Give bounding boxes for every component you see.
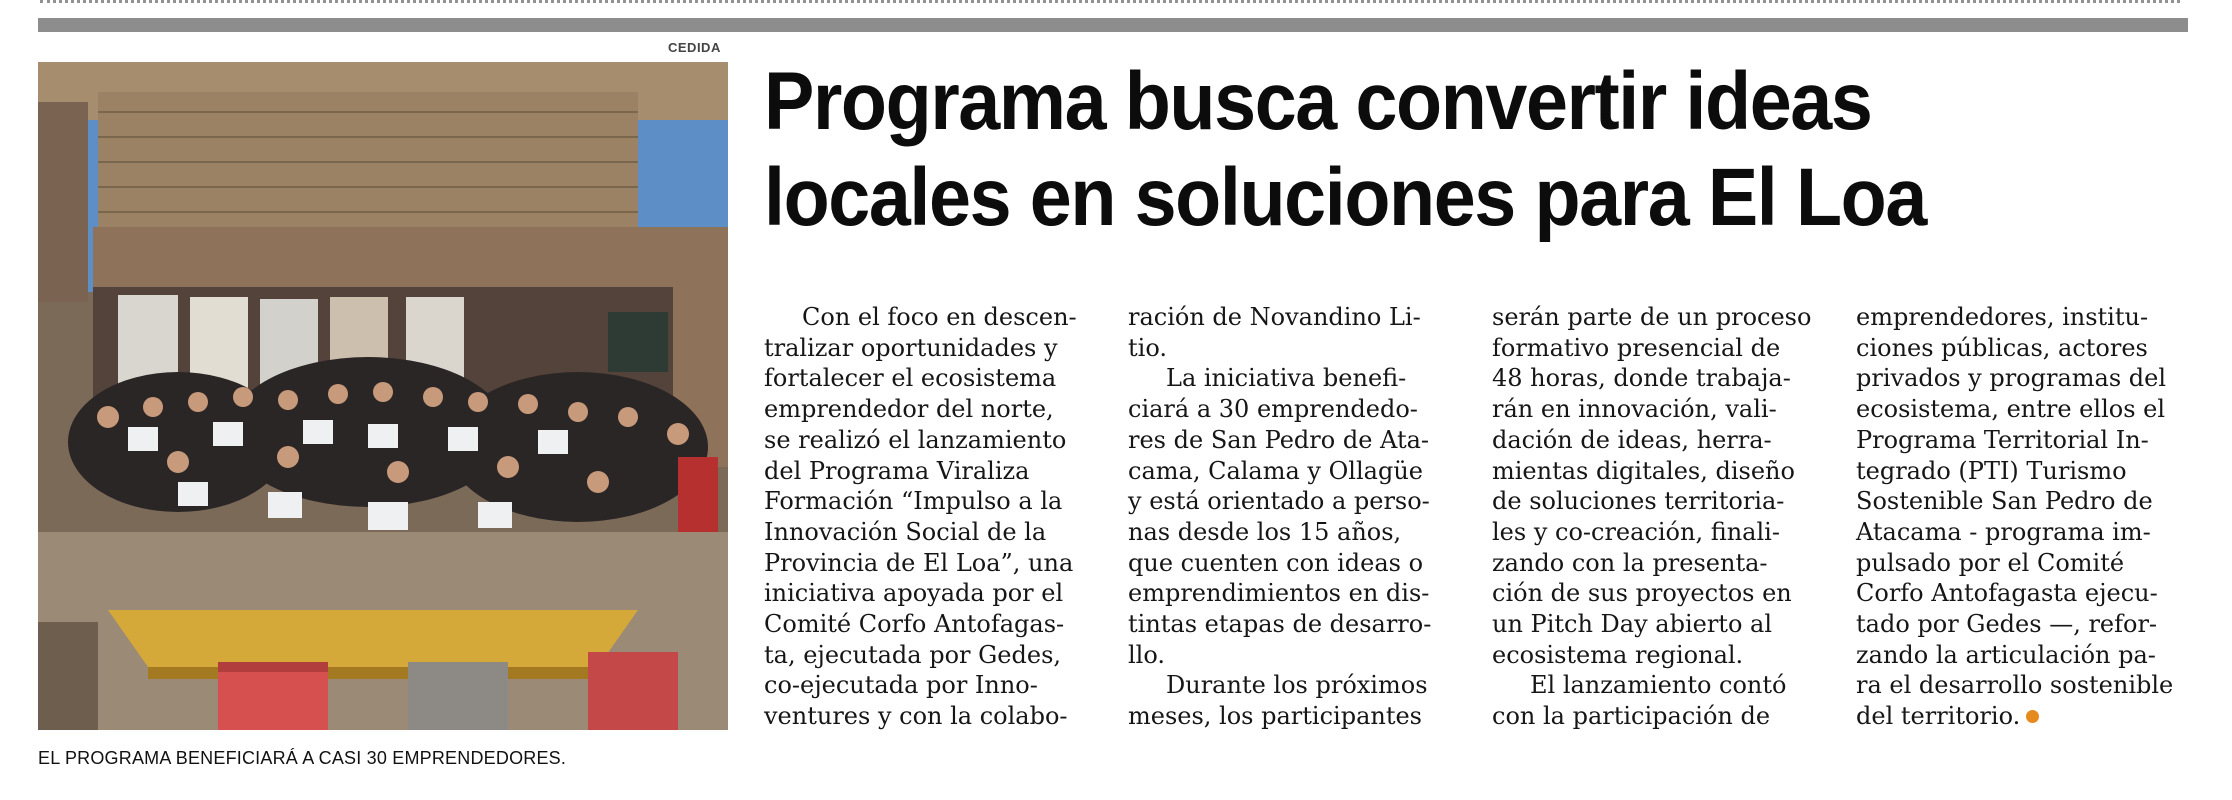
text-line: les y co-creación, finali-: [1492, 517, 1780, 546]
text-line: ción de sus proyectos en: [1492, 579, 1792, 608]
section-rule: [38, 18, 2188, 32]
text-line: serán parte de un proceso: [1492, 303, 1812, 331]
text-line: 48 horas, donde trabaja-: [1492, 364, 1791, 393]
text-line: co-ejecutada por Inno-: [764, 671, 1038, 700]
text-line: pulsado por el Comité: [1856, 548, 2125, 577]
body-column-2: [1128, 302, 1453, 732]
text-line: ración de Novandino Li-: [1128, 303, 1421, 331]
text-line: cama, Calama y Ollagüe: [1128, 456, 1423, 485]
headline: [764, 54, 2070, 246]
text-line: Formación “Impulso a la: [764, 487, 1063, 516]
text-line: Programa Territorial In-: [1856, 425, 2149, 454]
text-line: un Pitch Day abierto al: [1492, 610, 1773, 639]
text-line: rán en innovación, vali-: [1492, 395, 1777, 424]
text-line: ra el desarrollo sostenible: [1856, 671, 2174, 700]
text-line: ventures y con la colabo-: [764, 702, 1068, 731]
text-line: Atacama - programa im-: [1856, 517, 2151, 546]
photo-credit: CEDIDA: [668, 40, 721, 55]
text-line: del Programa Viraliza: [764, 456, 1030, 485]
body-column-3: [1492, 302, 1817, 732]
text-line: tegrado (PTI) Turismo: [1856, 456, 2127, 485]
text-line: res de San Pedro de Ata-: [1128, 425, 1430, 454]
text-line: emprendedor del norte,: [764, 395, 1054, 424]
text-line: Sostenible San Pedro de: [1856, 487, 2153, 516]
text-line: zando la articulación pa-: [1856, 640, 2156, 669]
text-line: emprendedores, institu-: [1856, 303, 2149, 331]
text-line: tralizar oportunidades y: [764, 333, 1058, 362]
text-line: zando con la presenta-: [1492, 548, 1768, 577]
text-line: de soluciones territoria-: [1492, 487, 1785, 516]
text-line: nas desde los 15 años,: [1128, 517, 1402, 546]
text-line: ciones públicas, actores: [1856, 333, 2148, 362]
text-line: tio.: [1128, 333, 1167, 362]
text-line: y está orientado a perso-: [1128, 487, 1430, 516]
body-column-1: [764, 302, 1089, 732]
text-line: llo.: [1128, 640, 1166, 669]
text-line: Comité Corfo Antofagas-: [764, 610, 1065, 639]
text-line: ecosistema, entre ellos el: [1856, 395, 2166, 424]
text-line: La iniciativa benefi-: [1166, 364, 1407, 393]
text-line: Con el foco en descen-: [802, 303, 1077, 331]
headline-line-1: Programa busca convertir ideas: [764, 56, 1872, 147]
text-line: ecosistema regional.: [1492, 640, 1744, 669]
text-line: iniciativa apoyada por el: [764, 579, 1064, 608]
photo-caption: EL PROGRAMA BENEFICIARÁ A CASI 30 EMPRENDEDORES.: [38, 748, 567, 768]
text-line: meses, los participantes: [1128, 702, 1422, 731]
text-line: con la participación de: [1492, 702, 1771, 731]
text-line: El lanzamiento contó: [1530, 671, 1787, 700]
text-line: Durante los próximos: [1166, 671, 1428, 700]
text-line: formativo presencial de: [1492, 333, 1781, 362]
text-line: Innovación Social de la: [764, 517, 1047, 546]
text-line: Provincia de El Loa”, una: [764, 548, 1074, 577]
headline-line-2: locales en soluciones para El Loa: [764, 152, 1926, 243]
text-line: ta, ejecutada por Gedes,: [764, 640, 1062, 669]
text-line: que cuenten con ideas o: [1128, 548, 1424, 577]
text-line: del territorio.: [1856, 701, 2181, 732]
article-photo: [38, 62, 728, 730]
end-of-article-icon: [2026, 710, 2039, 723]
text-line: tintas etapas de desarro-: [1128, 610, 1432, 639]
text-line: fortalecer el ecosistema: [764, 364, 1057, 393]
text-line: mientas digitales, diseño: [1492, 456, 1795, 485]
top-clipped-text: [40, 0, 2180, 9]
text-line: tado por Gedes —, refor-: [1856, 610, 2158, 639]
body-column-4: [1856, 302, 2181, 732]
text-line: dación de ideas, herra-: [1492, 425, 1772, 454]
text-line: Corfo Antofagasta ejecu-: [1856, 579, 2158, 608]
text-line: privados y programas del: [1856, 364, 2167, 393]
text-line: ciará a 30 emprendedo-: [1128, 395, 1418, 424]
text-line: emprendimientos en dis-: [1128, 579, 1430, 608]
text-line: se realizó el lanzamiento: [764, 425, 1067, 454]
